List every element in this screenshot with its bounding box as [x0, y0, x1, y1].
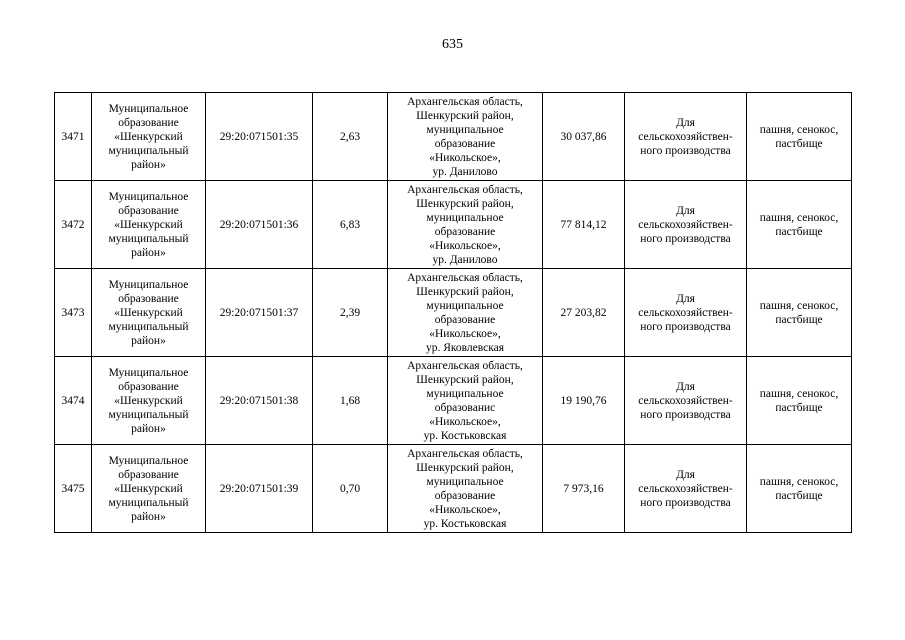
- cadastral-number-cell: 29:20:071501:35: [206, 93, 313, 181]
- address-line: Шенкурский район,: [416, 461, 514, 474]
- area-cell: 2,39: [313, 269, 388, 357]
- table-row: [55, 445, 852, 533]
- purpose-line: ного производства: [640, 408, 731, 421]
- address-cell: [388, 357, 543, 445]
- owner-line: Муниципальное: [108, 278, 189, 291]
- owner-line: муниципальный: [108, 408, 189, 421]
- owner-line: образование: [118, 204, 179, 217]
- row-number-cell: 3475: [55, 445, 92, 533]
- address-line: Шенкурский район,: [416, 109, 514, 122]
- purpose-line: ного производства: [640, 232, 731, 245]
- address-line: Архангельская область,: [407, 183, 523, 196]
- address-line: Шенкурский район,: [416, 373, 514, 386]
- area-cell: 6,83: [313, 181, 388, 269]
- address-line: ур. Костьковская: [423, 429, 507, 442]
- land_use-line: пастбище: [775, 401, 823, 414]
- purpose-line: ного производства: [640, 320, 731, 333]
- address-line: образование: [434, 313, 496, 326]
- purpose-line: Для: [676, 468, 695, 481]
- land_use-line: пастбище: [775, 313, 823, 326]
- owner-line: муниципальный: [108, 232, 189, 245]
- purpose-line: ного производства: [640, 496, 731, 509]
- land_use-line: пашня, сенокос,: [759, 387, 839, 400]
- cadastral-value-cell: 7 973,16: [543, 445, 625, 533]
- address-line: Шенкурский район,: [416, 197, 514, 210]
- owner-line: район»: [131, 246, 166, 259]
- owner-line: образование: [118, 292, 179, 305]
- land_use-line: пашня, сенокос,: [759, 299, 839, 312]
- area-cell: 1,68: [313, 357, 388, 445]
- land_use-line: пашня, сенокос,: [759, 211, 839, 224]
- address-line: Архангельская область,: [407, 95, 523, 108]
- owner-line: образование: [118, 380, 179, 393]
- address-line: образование: [434, 225, 496, 238]
- row-number-cell: 3472: [55, 181, 92, 269]
- table-row: [55, 181, 852, 269]
- owner-line: «Шенкурский: [114, 482, 183, 495]
- land_use-line: пастбище: [775, 225, 823, 238]
- land_use-line: пашня, сенокос,: [759, 475, 839, 488]
- owner-line: район»: [131, 158, 166, 171]
- address-line: образование: [434, 137, 496, 150]
- page-number: 635: [442, 37, 463, 52]
- owner-cell: [92, 93, 206, 181]
- owner-line: муниципальный: [108, 144, 189, 157]
- purpose-line: ного производства: [640, 144, 731, 157]
- address-line: ур. Данилово: [432, 253, 498, 266]
- area-cell: 0,70: [313, 445, 388, 533]
- owner-line: район»: [131, 510, 166, 523]
- purpose-line: сельскохозяйствен-: [638, 218, 733, 231]
- land-use-type-cell: [747, 181, 852, 269]
- owner-cell: [92, 181, 206, 269]
- address-line: Архангельская область,: [407, 359, 523, 372]
- owner-line: муниципальный: [108, 496, 189, 509]
- table-row: [55, 269, 852, 357]
- owner-line: образование: [118, 116, 179, 129]
- address-line: ур. Данилово: [432, 165, 498, 178]
- land-use-type-cell: [747, 269, 852, 357]
- address-line: муниципальное: [426, 475, 504, 488]
- cadastral-number-cell: 29:20:071501:39: [206, 445, 313, 533]
- permitted-use-cell: [625, 357, 747, 445]
- land-use-type-cell: [747, 445, 852, 533]
- address-line: муниципальное: [426, 123, 504, 136]
- cadastral-number-cell: 29:20:071501:38: [206, 357, 313, 445]
- purpose-line: сельскохозяйствен-: [638, 482, 733, 495]
- permitted-use-cell: [625, 269, 747, 357]
- purpose-line: сельскохозяйствен-: [638, 130, 733, 143]
- address-line: Архангельская область,: [407, 271, 523, 284]
- address-line: «Никольское»,: [429, 327, 501, 340]
- cadastral-value-cell: 77 814,12: [543, 181, 625, 269]
- purpose-line: Для: [676, 116, 695, 129]
- row-number-cell: 3473: [55, 269, 92, 357]
- cadastral-value-cell: 19 190,76: [543, 357, 625, 445]
- row-number-cell: 3471: [55, 93, 92, 181]
- address-cell: [388, 181, 543, 269]
- owner-line: Муниципальное: [108, 454, 189, 467]
- address-line: ур. Яковлевская: [425, 341, 505, 354]
- address-line: муниципальное: [426, 387, 504, 400]
- permitted-use-cell: [625, 181, 747, 269]
- land-use-type-cell: [747, 93, 852, 181]
- address-line: муниципальное: [426, 299, 504, 312]
- row-number-cell: 3474: [55, 357, 92, 445]
- purpose-line: Для: [676, 204, 695, 217]
- owner-line: Муниципальное: [108, 366, 189, 379]
- owner-line: муниципальный: [108, 320, 189, 333]
- address-line: образованис: [434, 401, 496, 414]
- area-cell: 2,63: [313, 93, 388, 181]
- table-row: [55, 357, 852, 445]
- address-cell: [388, 269, 543, 357]
- address-line: Шенкурский район,: [416, 285, 514, 298]
- owner-cell: [92, 445, 206, 533]
- land-registry-table: [54, 92, 852, 533]
- owner-line: Муниципальное: [108, 190, 189, 203]
- land_use-line: пастбище: [775, 489, 823, 502]
- address-line: ур. Костьковская: [423, 517, 507, 530]
- owner-line: образование: [118, 468, 179, 481]
- address-line: «Никольское»,: [429, 151, 501, 164]
- address-cell: [388, 445, 543, 533]
- address-line: «Никольское»,: [429, 503, 501, 516]
- purpose-line: Для: [676, 380, 695, 393]
- address-line: образование: [434, 489, 496, 502]
- owner-line: Муниципальное: [108, 102, 189, 115]
- table-row: [55, 93, 852, 181]
- permitted-use-cell: [625, 93, 747, 181]
- purpose-line: Для: [676, 292, 695, 305]
- table-body: [55, 93, 852, 533]
- owner-cell: [92, 269, 206, 357]
- land_use-line: пашня, сенокос,: [759, 123, 839, 136]
- address-line: Архангельская область,: [407, 447, 523, 460]
- permitted-use-cell: [625, 445, 747, 533]
- purpose-line: сельскохозяйствен-: [638, 306, 733, 319]
- owner-line: «Шенкурский: [114, 306, 183, 319]
- address-line: муниципальное: [426, 211, 504, 224]
- land_use-line: пастбище: [775, 137, 823, 150]
- cadastral-number-cell: 29:20:071501:37: [206, 269, 313, 357]
- owner-line: «Шенкурский: [114, 394, 183, 407]
- owner-line: «Шенкурский: [114, 130, 183, 143]
- address-cell: [388, 93, 543, 181]
- address-line: «Никольское»,: [429, 239, 501, 252]
- land-use-type-cell: [747, 357, 852, 445]
- owner-line: район»: [131, 334, 166, 347]
- address-line: «Никольское»,: [429, 415, 501, 428]
- cadastral-number-cell: 29:20:071501:36: [206, 181, 313, 269]
- cadastral-value-cell: 30 037,86: [543, 93, 625, 181]
- owner-cell: [92, 357, 206, 445]
- cadastral-value-cell: 27 203,82: [543, 269, 625, 357]
- owner-line: район»: [131, 422, 166, 435]
- owner-line: «Шенкурский: [114, 218, 183, 231]
- purpose-line: сельскохозяйствен-: [638, 394, 733, 407]
